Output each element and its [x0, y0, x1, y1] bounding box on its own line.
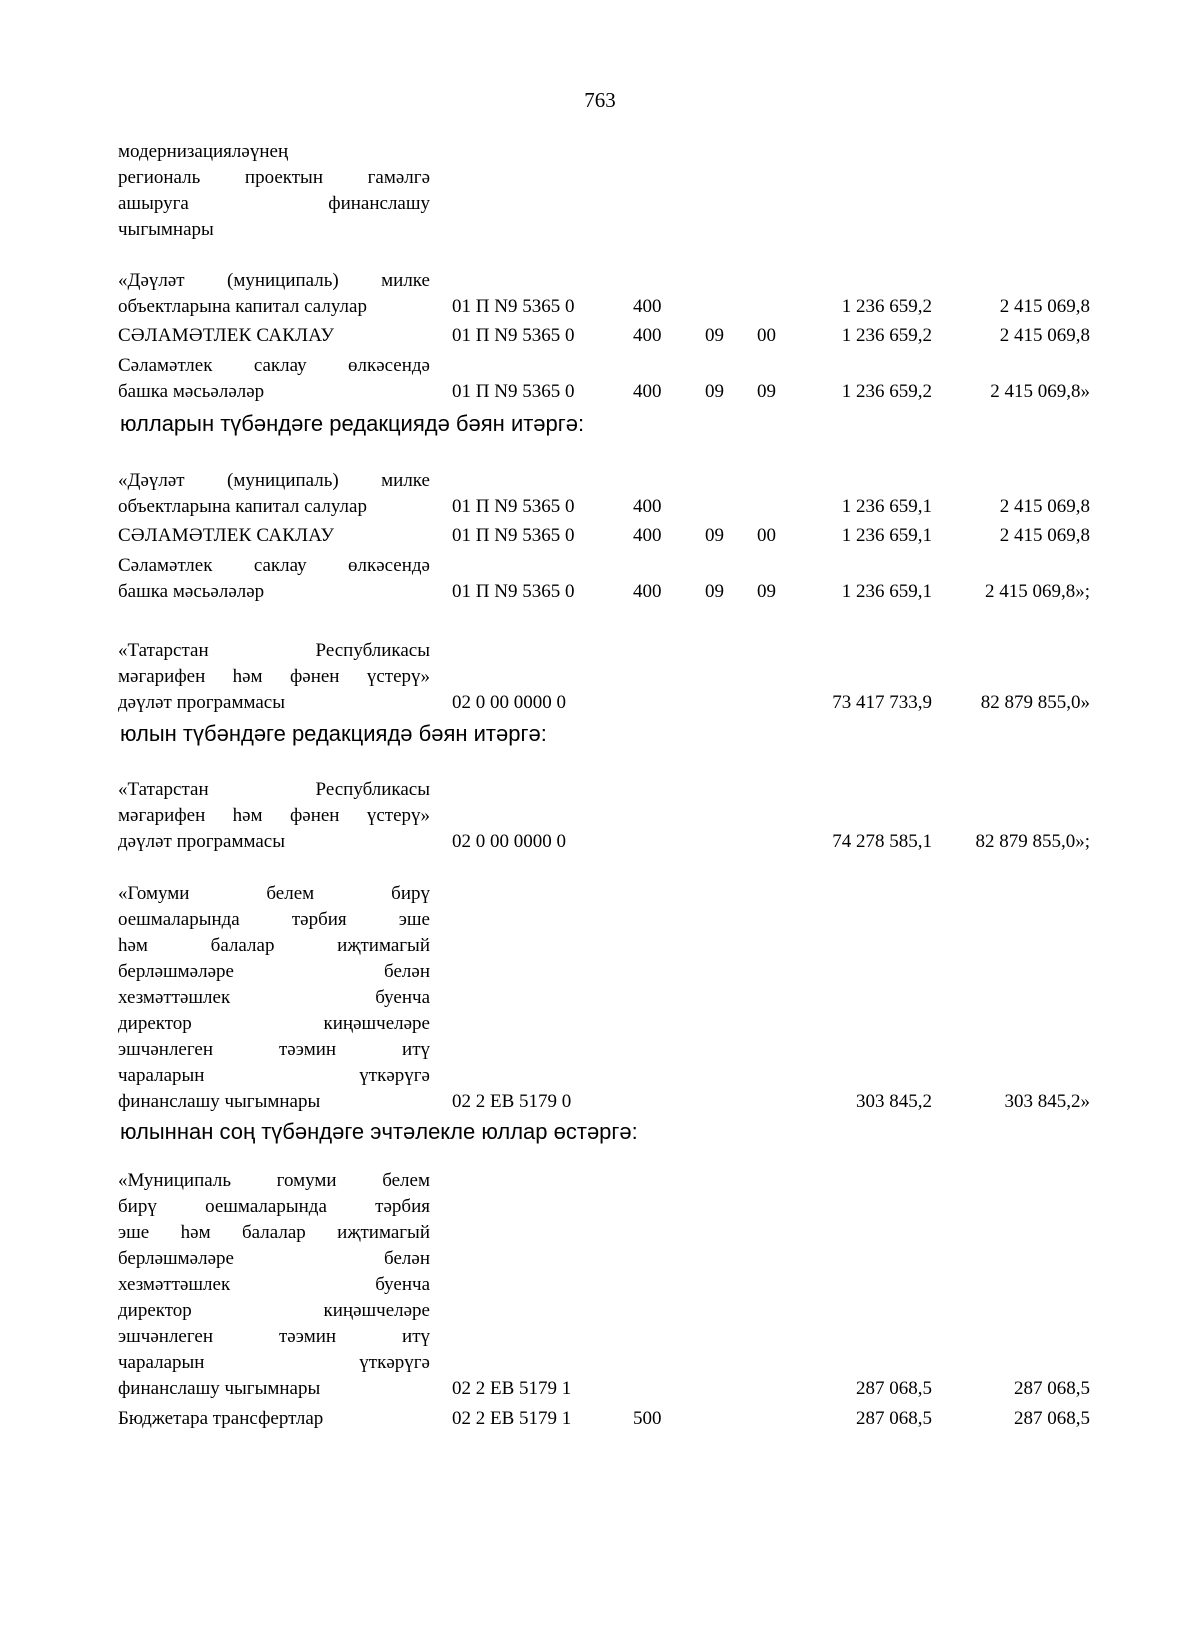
- name-line: чараларын үткәрүгә: [118, 1065, 430, 1086]
- target-code: 01 П N9 5365 0: [452, 296, 575, 317]
- sum-year-2: 2 415 069,8: [999, 496, 1090, 517]
- sum-year-1: 74 278 585,1: [832, 831, 932, 852]
- target-code: 01 П N9 5365 0: [452, 525, 575, 546]
- row-name-other-health: [118, 553, 430, 605]
- name-line: «Муниципаль гомуми белем: [118, 1170, 430, 1191]
- sum-year-1: 1 236 659,1: [841, 525, 932, 546]
- sum-year-1: 287 068,5: [856, 1378, 932, 1399]
- target-code: 02 2 EB 5179 0: [452, 1091, 572, 1112]
- name-line: Сәламәтлек саклау өлкәсендә: [118, 555, 430, 576]
- section-code: 09: [705, 325, 724, 346]
- name-line: бирү оешмаларында тәрбия: [118, 1196, 430, 1217]
- sum-year-2: 2 415 069,8»;: [984, 581, 1090, 602]
- name-line: мәгарифен һәм фәнен үстерү»: [118, 666, 430, 687]
- expense-type: 400: [633, 381, 662, 402]
- name-line: дәүләт программасы: [118, 692, 286, 713]
- row-name-education-program: [118, 777, 430, 855]
- target-code: 01 П N9 5365 0: [452, 381, 575, 402]
- name-line: финанслашу чыгымнары: [118, 1378, 321, 1399]
- row-name-interbudget-transfers: [118, 1406, 430, 1432]
- expense-type: 400: [633, 296, 662, 317]
- row-name-healthcare: [118, 323, 430, 349]
- sum-year-2: 2 415 069,8»: [990, 381, 1090, 402]
- target-code: 01 П N9 5365 0: [452, 496, 575, 517]
- sum-year-1: 287 068,5: [856, 1408, 932, 1429]
- section-code: 09: [705, 525, 724, 546]
- expense-type: 400: [633, 496, 662, 517]
- name-line: хезмәттәшлек буенча: [118, 987, 430, 1008]
- name-line: берләшмәләре белән: [118, 1248, 430, 1269]
- sum-year-1: 1 236 659,2: [841, 381, 932, 402]
- name-line: «Татарстан Республикасы: [118, 779, 430, 800]
- sum-year-2: 287 068,5: [1014, 1378, 1090, 1399]
- sum-year-1: 1 236 659,1: [841, 581, 932, 602]
- target-code: 02 2 EB 5179 1: [452, 1378, 572, 1399]
- name-line: модернизацияләүнең: [118, 141, 289, 162]
- name-line: эшчәнлеген тәэмин итү: [118, 1039, 430, 1060]
- sum-year-1: 1 236 659,1: [841, 496, 932, 517]
- sum-year-1: 1 236 659,2: [841, 325, 932, 346]
- name-line: СӘЛАМӘТЛЕК САКЛАУ: [118, 325, 335, 346]
- subsection-code: 09: [757, 381, 776, 402]
- row-name-healthcare: [118, 523, 430, 549]
- name-line: башка мәсьәләләр: [118, 381, 265, 402]
- sum-year-2: 2 415 069,8: [999, 525, 1090, 546]
- section-code: 09: [705, 581, 724, 602]
- expense-type: 500: [633, 1408, 662, 1429]
- subsection-code: 00: [757, 325, 776, 346]
- name-line: берләшмәләре белән: [118, 961, 430, 982]
- row-name-director-advisers: [118, 881, 430, 1115]
- instruction-text: юлын түбәндәге редакциядә бәян итәргә:: [120, 721, 547, 746]
- subsection-code: 09: [757, 581, 776, 602]
- expense-type: 400: [633, 581, 662, 602]
- name-line: эшчәнлеген тәэмин итү: [118, 1326, 430, 1347]
- name-line: директор киңәшчеләре: [118, 1013, 430, 1034]
- row-name-continuation: [118, 139, 430, 243]
- name-line: СӘЛАМӘТЛЕК САКЛАУ: [118, 525, 335, 546]
- name-line: региональ проектын гамәлгә: [118, 167, 430, 188]
- sum-year-2: 303 845,2»: [1004, 1091, 1090, 1112]
- instruction-text: юлыннан соң түбәндәге эчтәлекле юллар өстәргә:: [120, 1119, 638, 1144]
- sum-year-1: 1 236 659,2: [841, 296, 932, 317]
- row-name-education-program: [118, 638, 430, 716]
- expense-type: 400: [633, 525, 662, 546]
- sum-year-1: 73 417 733,9: [832, 692, 932, 713]
- name-line: мәгарифен һәм фәнен үстерү»: [118, 805, 430, 826]
- name-line: «Дәүләт (муниципаль) милке: [118, 270, 430, 291]
- target-code: 02 0 00 0000 0: [452, 831, 566, 852]
- name-line: оешмаларында тәрбия эше: [118, 909, 430, 930]
- target-code: 02 0 00 0000 0: [452, 692, 566, 713]
- row-name-other-health: [118, 353, 430, 405]
- sum-year-2: 82 879 855,0»;: [975, 831, 1090, 852]
- name-line: башка мәсьәләләр: [118, 581, 265, 602]
- name-line: финанслашу чыгымнары: [118, 1091, 321, 1112]
- name-line: ашыруга финанслашу: [118, 193, 430, 214]
- target-code: 01 П N9 5365 0: [452, 325, 575, 346]
- name-line: «Татарстан Республикасы: [118, 640, 430, 661]
- target-code: 02 2 EB 5179 1: [452, 1408, 572, 1429]
- name-line: дәүләт программасы: [118, 831, 286, 852]
- subsection-code: 00: [757, 525, 776, 546]
- sum-year-2: 82 879 855,0»: [980, 692, 1090, 713]
- page-number: 763: [584, 88, 616, 112]
- sum-year-2: 2 415 069,8: [999, 296, 1090, 317]
- name-line: Сәламәтлек саклау өлкәсендә: [118, 355, 430, 376]
- row-name-municipal-director-advisers: [118, 1168, 430, 1402]
- sum-year-2: 2 415 069,8: [999, 325, 1090, 346]
- target-code: 01 П N9 5365 0: [452, 581, 575, 602]
- name-line: эше һәм балалар иҗтимагый: [118, 1222, 430, 1243]
- name-line: хезмәттәшлек буенча: [118, 1274, 430, 1295]
- section-code: 09: [705, 381, 724, 402]
- row-name-capital-investments: [118, 468, 430, 520]
- name-line: «Дәүләт (муниципаль) милке: [118, 470, 430, 491]
- name-line: объектларына капитал салулар: [118, 496, 367, 517]
- sum-year-2: 287 068,5: [1014, 1408, 1090, 1429]
- instruction-text: юлларын түбәндәге редакциядә бәян итәргә:: [120, 411, 585, 436]
- name-line: Бюджетара трансфертлар: [118, 1408, 324, 1429]
- sum-year-1: 303 845,2: [856, 1091, 932, 1112]
- name-line: һәм балалар иҗтимагый: [118, 935, 430, 956]
- name-line: чыгымнары: [118, 219, 214, 240]
- name-line: чараларын үткәрүгә: [118, 1352, 430, 1373]
- name-line: директор киңәшчеләре: [118, 1300, 430, 1321]
- name-line: «Гомуми белем бирү: [118, 883, 430, 904]
- expense-type: 400: [633, 325, 662, 346]
- row-name-capital-investments: [118, 268, 430, 320]
- name-line: объектларына капитал салулар: [118, 296, 367, 317]
